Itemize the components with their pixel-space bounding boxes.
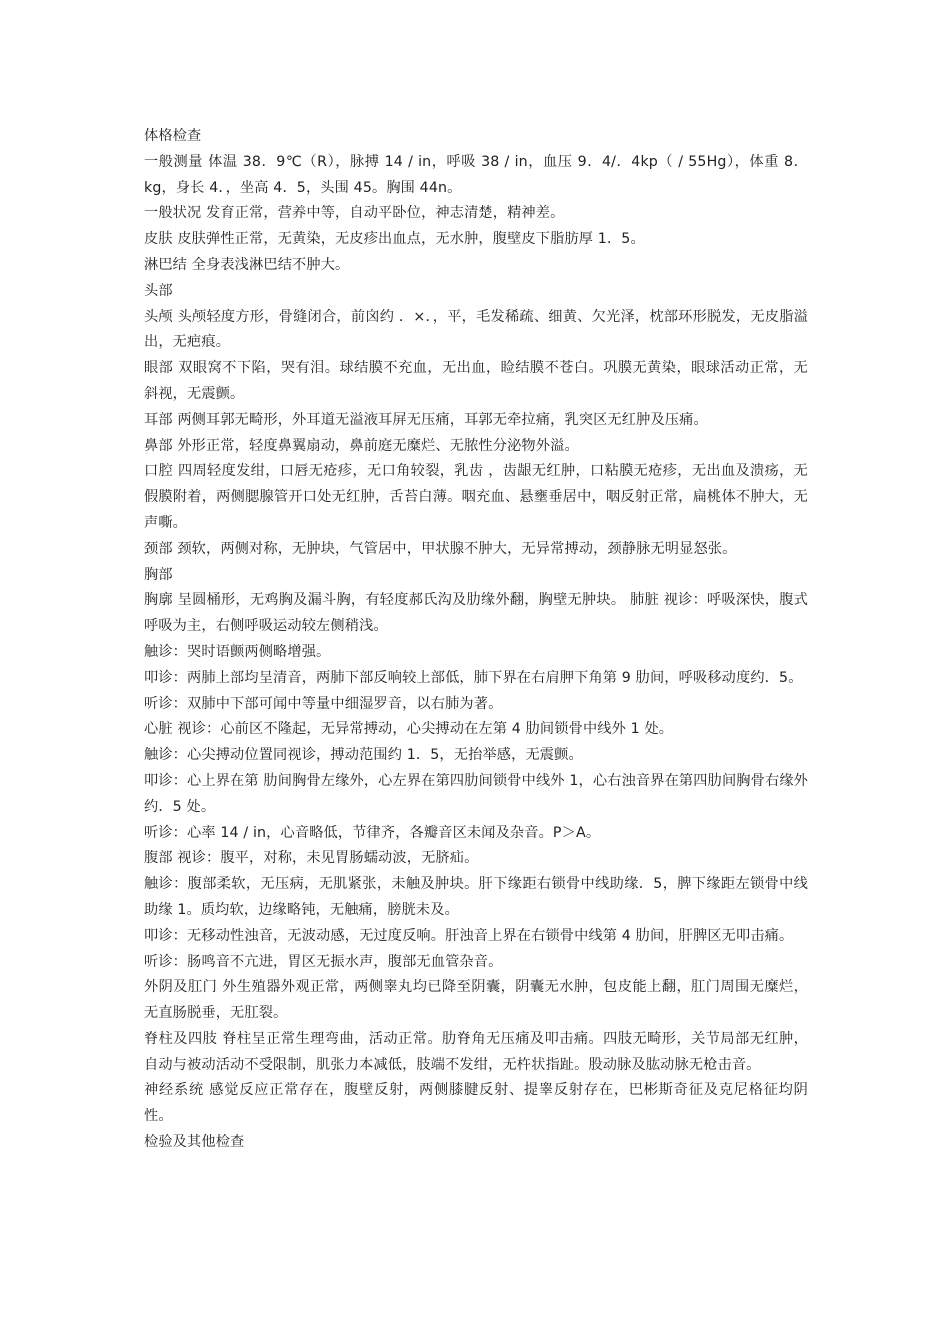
heading-head: 头部 xyxy=(144,282,173,299)
paragraph-abdomen-auscultation: 听诊：肠鸣音不亢进，胃区无振水声，腹部无血管杂音。 xyxy=(144,953,503,970)
paragraph-lymph-nodes: 淋巴结 全身表浅淋巴结不肿大。 xyxy=(144,256,350,273)
paragraph-abdomen-percussion: 叩诊：无移动性浊音，无波动感，无过度反响。肝浊音上界在右锁骨中线第 4 肋间，肝脾区无叩击痛。 xyxy=(144,927,794,944)
paragraph-skull: 头颅 头颅轻度方形，骨缝闭合，前囟约 ．×．，平，毛发稀疏、细黄、欠光泽，枕部环形脱发，无皮脂溢出，无疤痕。 xyxy=(144,308,808,351)
paragraph-heart-inspection: 心脏 视诊：心前区不隆起，无异常搏动，心尖搏动在左第 4 肋间锁骨中线外 1 处。 xyxy=(144,721,674,738)
paragraph-heart-auscultation: 听诊：心率 14 / in，心音略低，节律齐，各瓣音区未闻及杂音。P＞A。 xyxy=(144,824,601,841)
paragraph-lung-auscultation: 听诊：双肺中下部可闻中等量中细湿罗音，以右肺为著。 xyxy=(144,695,503,712)
paragraph-general-measurements: 一般测量 体温 38．9℃（R），脉搏 14 / in，呼吸 38 / in，血压 9．4/．4kp（ / 55Hg），体重 8．kg，身长 4．，坐高 4．5，头围 45。胸围 44n。 xyxy=(144,153,808,196)
paragraph-abdomen-palpation: 触诊：腹部柔软，无压病，无肌紧张，未触及肿块。肝下缘距右锁骨中线助缘．5，脾下缘距左锁骨中线助缘 1。质均软，边缘略钝，无触痛，膀胱未及。 xyxy=(144,876,808,918)
heading-lab-tests: 检验及其他检查 xyxy=(144,1134,245,1151)
paragraph-mouth: 口腔 四周轻度发绀，口唇无疮疹，无口角较裂，乳齿 ，齿龈无红肿，口粘膜无疮疹，无出血及溃疡，无假膜附着，两侧腮腺管开口处无红肿，舌苔白薄。咽充血、悬壅垂居中，咽反射正常，扁桃体不肿大，无声嘶。 xyxy=(144,463,808,531)
paragraph-thorax-lung-inspection: 胸廓 呈圆桶形，无鸡胸及漏斗胸，有轻度郝氏沟及肋缘外翻，胸壁无肿块。 肺脏 视诊：呼吸深快，腹式呼吸为主，右侧呼吸运动较左侧稍浅。 xyxy=(144,592,808,635)
paragraph-genitals-anus: 外阴及肛门 外生殖器外观正常，两侧睾丸均已降至阴囊，阴囊无水肿，包皮能上翻，肛门周围无糜烂，无直肠脱垂，无肛裂。 xyxy=(144,979,808,1022)
paragraph-nose: 鼻部 外形正常，轻度鼻翼扇动，鼻前庭无糜烂、无脓性分泌物外溢。 xyxy=(144,437,579,454)
paragraph-abdomen-inspection: 腹部 视诊：腹平，对称，未见胃肠蠕动波，无脐疝。 xyxy=(144,850,479,867)
paragraph-general-condition: 一般状况 发育正常，营养中等，自动平卧位，神志清楚，精神差。 xyxy=(144,205,565,222)
paragraph-nervous-system: 神经系统 感觉反应正常存在，腹壁反射，两侧膝腱反射、提睾反射存在，巴彬斯奇征及克尼格征均阴性。 xyxy=(144,1082,808,1125)
heading-physical-exam: 体格检查 xyxy=(144,128,202,144)
heading-chest: 胸部 xyxy=(144,566,173,583)
paragraph-lung-palpation: 触诊：哭时语颤两侧略增强。 xyxy=(144,643,331,660)
paragraph-eyes: 眼部 双眼窝不下陷，哭有泪。球结膜不充血，无出血，睑结膜不苍白。巩膜无黄染，眼球活动正常，无斜视，无震颤。 xyxy=(144,360,808,402)
paragraph-heart-percussion: 叩诊：心上界在第 肋间胸骨左缘外，心左界在第四肋间锁骨中线外 1，心右浊音界在第四肋间胸骨右缘外约．5 处。 xyxy=(144,772,808,815)
paragraph-ears: 耳部 两侧耳郭无畸形，外耳道无溢液耳屏无压痛，耳郭无牵拉痛，乳突区无红肿及压痛。 xyxy=(144,411,708,428)
paragraph-heart-palpation: 触诊：心尖搏动位置同视诊，搏动范围约 1．5，无抬举感，无震颤。 xyxy=(144,747,583,764)
paragraph-lung-percussion: 叩诊：两肺上部均呈清音，两肺下部反响较上部低，肺下界在右肩胛下角第 9 肋间，呼吸移动度约．5。 xyxy=(144,669,803,686)
paragraph-skin: 皮肤 皮肤弹性正常，无黄染，无皮疹出血点，无水肿，腹壁皮下脂肪厚 1．5。 xyxy=(144,231,645,248)
document-page xyxy=(144,124,808,1156)
paragraph-neck: 颈部 颈软，两侧对称，无肿块，气管居中，甲状腺不肿大，无异常搏动，颈静脉无明显怒张。 xyxy=(144,540,737,557)
paragraph-spine-limbs: 脊柱及四肢 脊柱呈正常生理弯曲，活动正常。肋脊角无压痛及叩击痛。四肢无畸形，关节局部无红肿，自动与被动活动不受限制，肌张力本减低，肢端不发绀，无杵状指趾。股动脉及肱动脉无枪击音。 xyxy=(144,1030,808,1073)
